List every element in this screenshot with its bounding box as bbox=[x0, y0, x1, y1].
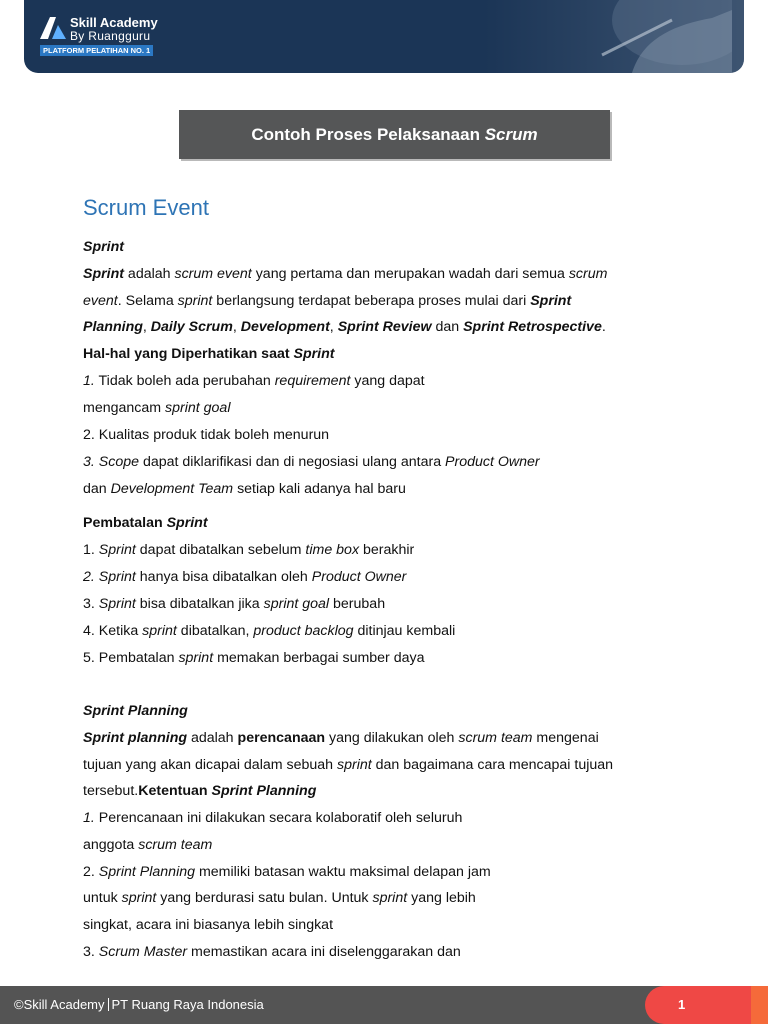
page-number: 1 bbox=[678, 997, 686, 1012]
text-run: tersebut. bbox=[83, 783, 139, 799]
text-run: Product Owner bbox=[311, 569, 407, 585]
text-run: event bbox=[83, 293, 118, 309]
text-run: Sprint bbox=[530, 293, 572, 309]
document-title bbox=[251, 125, 537, 145]
attention-heading bbox=[83, 345, 335, 363]
text-run: berubah bbox=[329, 596, 386, 612]
text-run: sprint goal bbox=[165, 400, 231, 416]
page-number-badge bbox=[645, 986, 768, 1024]
sprint-paragraph-line bbox=[83, 292, 571, 310]
text-run: dapat diklarifikasi dan di negosiasi ulang antara bbox=[139, 454, 446, 470]
footer-divider bbox=[108, 998, 109, 1011]
text-run: Sprint planning bbox=[83, 730, 188, 746]
page-footer bbox=[0, 986, 768, 1024]
planning-heading: Sprint Planning bbox=[83, 703, 188, 719]
text-run: scrum event bbox=[174, 266, 252, 282]
text-run: dan bagaimana cara mencapai tujuan bbox=[371, 757, 614, 773]
text-run: Scrum Master bbox=[98, 944, 188, 960]
text-run: scrum team bbox=[138, 837, 213, 853]
text-run: yang lebih bbox=[407, 890, 476, 906]
text-run: bisa dibatalkan jika bbox=[135, 596, 264, 612]
text-run: requirement bbox=[274, 373, 351, 389]
text-run: berlangsung terdapat beberapa proses mulai dari bbox=[212, 293, 531, 309]
list-item-continuation bbox=[83, 889, 476, 907]
sprint-paragraph-line bbox=[83, 318, 606, 336]
skill-academy-logo bbox=[40, 14, 190, 58]
text-run: Sprint Planning bbox=[211, 783, 317, 799]
text-run: 1. bbox=[83, 810, 95, 826]
text-run: yang dilakukan oleh bbox=[325, 730, 459, 746]
text-run: Sprint Planning bbox=[98, 864, 196, 880]
text-run: Sprint Retrospective bbox=[463, 319, 602, 335]
text-run: Product Owner bbox=[445, 454, 540, 470]
list-item-continuation bbox=[83, 480, 406, 498]
text-run: 3. Scope bbox=[83, 454, 140, 470]
text-run: product backlog bbox=[253, 623, 354, 639]
text-run: sprint bbox=[177, 293, 213, 309]
section-heading: Scrum Event bbox=[83, 195, 209, 220]
footer-copyright bbox=[14, 997, 264, 1012]
title-plain: Contoh Proses Pelaksanaan bbox=[251, 124, 485, 144]
text-run: adalah bbox=[187, 730, 238, 746]
list-item bbox=[83, 943, 461, 961]
document-title-banner bbox=[179, 110, 610, 159]
list-item-continuation bbox=[83, 399, 230, 417]
text-run: Hal-hal yang Diperhatikan saat bbox=[83, 346, 294, 362]
text-run: anggota bbox=[83, 837, 139, 853]
text-run: Sprint bbox=[166, 515, 208, 531]
text-run: dan bbox=[83, 481, 111, 497]
brand-name: Skill Academy bbox=[70, 15, 158, 30]
footer-company: ©Skill Academy bbox=[14, 997, 105, 1012]
text-run: untuk bbox=[83, 890, 122, 906]
footer-legal-entity: PT Ruang Raya Indonesia bbox=[111, 997, 264, 1012]
brand-tagline: PLATFORM PELATIHAN NO. 1 bbox=[40, 45, 153, 56]
text-run: 3. bbox=[83, 944, 99, 960]
text-run: Planning bbox=[83, 319, 143, 335]
list-item bbox=[83, 372, 425, 390]
text-run: adalah bbox=[123, 266, 175, 282]
text-run: scrum team bbox=[458, 730, 533, 746]
text-run: perencanaan bbox=[237, 730, 326, 746]
text-run: Sprint Review bbox=[337, 319, 432, 335]
text-run: 2. bbox=[83, 864, 99, 880]
badge-stripe bbox=[751, 986, 768, 1024]
text-run: Sprint bbox=[293, 346, 335, 362]
list-item bbox=[83, 622, 455, 640]
text-run: 5. Pembatalan bbox=[83, 650, 179, 666]
text-run: memakan berbagai sumber daya bbox=[213, 650, 425, 666]
text-run: Sprint bbox=[98, 596, 136, 612]
list-item bbox=[83, 595, 385, 613]
text-run: yang berdurasi satu bulan. Untuk bbox=[156, 890, 373, 906]
text-run: sprint bbox=[142, 623, 177, 639]
text-run: sprint goal bbox=[263, 596, 330, 612]
text-run: dibatalkan, bbox=[176, 623, 254, 639]
text-run: , bbox=[142, 319, 151, 335]
text-run: sprint bbox=[121, 890, 157, 906]
page-header bbox=[24, 0, 744, 73]
list-item-continuation: singkat, acara ini biasanya lebih singkat bbox=[83, 917, 334, 933]
text-run: sprint bbox=[336, 757, 372, 773]
text-run: Development Team bbox=[110, 481, 234, 497]
text-run: sprint bbox=[372, 890, 408, 906]
text-run: 1. bbox=[83, 542, 99, 558]
text-run: 1. bbox=[83, 373, 95, 389]
text-run: memiliki batasan waktu maksimal delapan jam bbox=[195, 864, 491, 880]
sprint-paragraph-line bbox=[83, 265, 607, 283]
text-run: 3. bbox=[83, 596, 99, 612]
text-run: tujuan yang akan dicapai dalam sebuah bbox=[83, 757, 337, 773]
text-run: time box bbox=[305, 542, 360, 558]
list-item bbox=[83, 541, 414, 559]
list-item bbox=[83, 649, 425, 667]
text-run: setiap kali adanya hal baru bbox=[233, 481, 406, 497]
text-run: mengancam bbox=[83, 400, 166, 416]
text-run: sprint bbox=[178, 650, 214, 666]
text-run: dapat dibatalkan sebelum bbox=[135, 542, 306, 558]
text-run: . Selama bbox=[117, 293, 178, 309]
text-run: yang dapat bbox=[350, 373, 425, 389]
text-run: Sprint bbox=[83, 266, 124, 282]
text-run: 4. Ketika bbox=[83, 623, 143, 639]
brand-subname: By Ruangguru bbox=[70, 29, 151, 43]
text-run: 2. Sprint bbox=[83, 569, 136, 585]
text-run: , bbox=[232, 319, 241, 335]
text-run: Sprint bbox=[98, 542, 136, 558]
text-run: Perencanaan ini dilakukan secara kolaboratif oleh seluruh bbox=[94, 810, 463, 826]
text-run: . bbox=[601, 319, 606, 335]
logo-mark-icon bbox=[40, 17, 66, 39]
text-run: Tidak boleh ada perubahan bbox=[94, 373, 275, 389]
text-run: Ketentuan bbox=[138, 783, 212, 799]
list-item bbox=[83, 809, 462, 827]
text-run: Daily Scrum bbox=[150, 319, 233, 335]
list-item bbox=[83, 568, 406, 586]
text-run: ditinjau kembali bbox=[353, 623, 456, 639]
text-run: mengenai bbox=[532, 730, 599, 746]
list-item bbox=[83, 863, 491, 881]
list-item bbox=[83, 453, 540, 471]
text-run: dan bbox=[431, 319, 464, 335]
sprint-heading: Sprint bbox=[83, 239, 124, 255]
text-run: scrum bbox=[568, 266, 608, 282]
planning-paragraph-line bbox=[83, 729, 599, 747]
list-item-continuation bbox=[83, 836, 212, 854]
writing-hand-image bbox=[562, 0, 732, 73]
text-run: yang pertama dan merupakan wadah dari semua bbox=[251, 266, 569, 282]
text-run: hanya bisa dibatalkan oleh bbox=[135, 569, 312, 585]
text-run: Development bbox=[240, 319, 330, 335]
cancel-heading bbox=[83, 514, 208, 532]
planning-paragraph-line bbox=[83, 782, 316, 800]
text-run: Pembatalan bbox=[83, 515, 167, 531]
text-run: , bbox=[329, 319, 338, 335]
list-item: 2. Kualitas produk tidak boleh menurun bbox=[83, 427, 330, 443]
text-run: berakhir bbox=[359, 542, 415, 558]
title-italic: Scrum bbox=[484, 124, 538, 144]
planning-paragraph-line bbox=[83, 756, 613, 774]
text-run: memastikan acara ini diselenggarakan dan bbox=[187, 944, 461, 960]
